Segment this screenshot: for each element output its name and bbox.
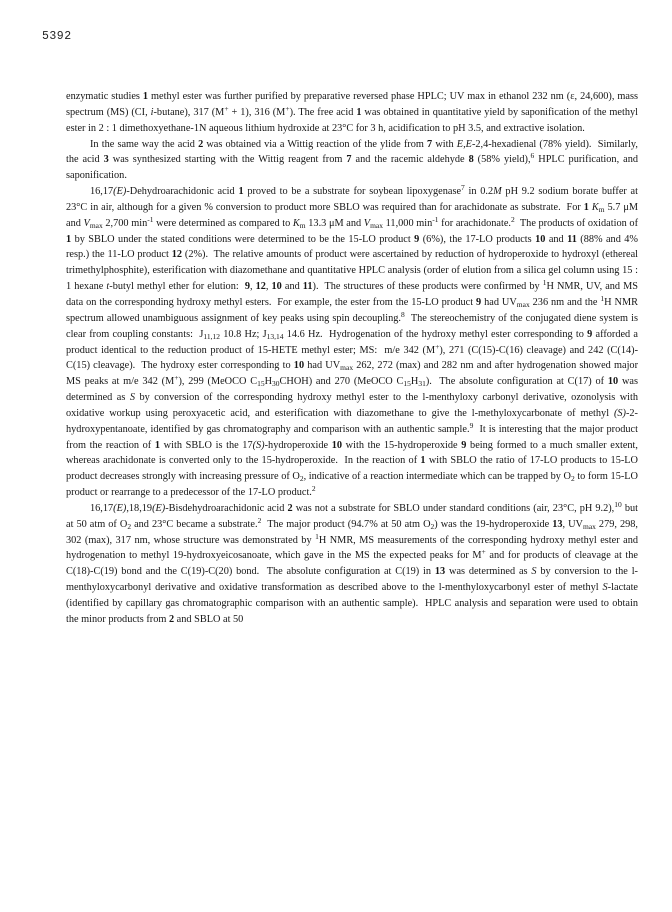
compound-ref: 1 xyxy=(238,186,244,198)
text-run: and 23°C became a substrate. xyxy=(131,518,258,530)
compound-ref: 9 xyxy=(476,296,482,308)
text-run: (88% and 4% resp.) the 11-LO product xyxy=(66,233,641,261)
text-run: and the racemic aldehyde xyxy=(351,154,469,166)
compound-ref: 3 xyxy=(103,154,109,166)
text-run: was determined as xyxy=(66,376,641,404)
superscript: 1 xyxy=(315,531,319,541)
superscript: + xyxy=(435,341,440,351)
compound-ref: 1 xyxy=(583,201,589,213)
text-run: 13.3 μM and xyxy=(305,217,364,229)
text-run: (6%), the 17-LO products xyxy=(419,233,536,245)
text-run: 2,700 min xyxy=(102,217,148,229)
subscript: 30 xyxy=(272,379,280,389)
text-run: 5.7 μM and xyxy=(66,201,641,229)
text-run: It is interesting that the major product from the reaction of xyxy=(66,423,641,451)
compound-ref: 8 xyxy=(468,154,474,166)
compound-ref: 1 xyxy=(356,106,362,118)
compound-ref: 11 xyxy=(567,233,577,245)
subscript: 2 xyxy=(570,474,575,484)
subscript: max xyxy=(370,220,384,230)
compound-ref: 9 xyxy=(461,439,467,451)
text-run: by SBLO under the stated conditions were determined to be the 15-LO product xyxy=(71,233,415,245)
text-run: and xyxy=(281,281,303,293)
superscript: + xyxy=(174,373,179,383)
italic-run: (S) xyxy=(613,407,626,419)
text-run: ). The structures of these products were confirmed by xyxy=(312,281,543,293)
superscript: -1 xyxy=(147,214,154,224)
subscript: max xyxy=(582,521,596,531)
italic-run: V xyxy=(363,217,371,229)
text-run: by conversion of the corresponding hydroxy methyl ester to the l-menthyloxy carbonyl derivative, ozonolysis with oxidative workup using peroxyacetic acid, and esterification with diazomethane to give the l-methyloxycarbonate of methyl xyxy=(66,392,641,419)
reference-mark: 8 xyxy=(401,309,405,319)
text-run: with SBLO the ratio of 17-LO products to 15-LO product decreases strongly with increasing pressure of O xyxy=(66,455,641,483)
text-run: had UV xyxy=(304,360,341,372)
text-run: ), 299 (MeOCO C xyxy=(178,376,258,388)
subscript: 15 xyxy=(403,379,411,389)
text-run: H xyxy=(264,376,273,388)
text-run: in 0.2 xyxy=(464,186,494,198)
subscript: m xyxy=(598,204,605,214)
text-run: , xyxy=(249,281,256,293)
text-run: -2-hydroxypentanoate, identified by gas chromatography and comparison with an authentic sample. xyxy=(66,407,638,435)
superscript: 1 xyxy=(542,278,547,288)
superscript: + xyxy=(224,103,229,113)
text-run: for arachidonate. xyxy=(438,217,512,229)
paragraph-1 xyxy=(66,89,641,137)
italic-run: E,E xyxy=(456,138,472,150)
italic-run: K xyxy=(591,201,599,213)
reference-mark: 10 xyxy=(614,499,622,509)
text-run: ). The free acid xyxy=(289,106,357,118)
subscript: 15 xyxy=(257,379,265,389)
italic-run: t xyxy=(106,281,110,293)
text-run: 10.8 Hz; J xyxy=(220,328,267,340)
italic-run: (E) xyxy=(113,186,127,198)
compound-ref: 10 xyxy=(535,233,546,245)
text-run: (58% yield), xyxy=(473,154,531,166)
text-run: -Dehydroarachidonic acid xyxy=(126,186,239,198)
subscript: 2 xyxy=(430,521,435,531)
text-run: had UV xyxy=(481,296,517,308)
italic-run: i xyxy=(150,106,154,118)
italic-run: (S) xyxy=(252,439,265,451)
reference-mark: 9 xyxy=(469,420,474,430)
text-run: HPLC purification, and saponification. xyxy=(66,154,641,182)
text-run: 14.6 Hz. Hydrogenation of the hydroxy methyl ester corresponding to xyxy=(283,328,588,340)
text-run: H NMR, MS measurements of the corresponding hydroxy methyl ester and hydrogenation to methyl 19-hydroxyeicosanoate, which gave in the MS the expected peaks for M xyxy=(66,534,641,562)
text-run: 16,17 xyxy=(90,502,114,514)
text-run: and xyxy=(545,233,568,245)
compound-ref: 1 xyxy=(420,455,426,467)
reference-mark: 6 xyxy=(530,151,535,161)
subscript: max xyxy=(89,220,103,230)
italic-run: S xyxy=(602,582,608,594)
text-run: and for products of cleavage at the C(18)-C(19) bond and the C(19)-C(20) bond. The absolute configuration at C(19) in xyxy=(66,550,641,578)
text-run: CHOH) and 270 (MeOCO C xyxy=(279,376,404,388)
text-run: The products of oxidation of xyxy=(514,217,641,229)
text-run: ) was the 19-hydroperoxide xyxy=(434,518,553,530)
subscript: 11,12 xyxy=(203,331,221,341)
subscript: 2 xyxy=(127,521,132,531)
reference-mark: 2 xyxy=(511,214,515,224)
superscript: + xyxy=(481,547,486,557)
text-run: H NMR spectrum allowed unambiguous assignment of key peaks using spin decoupling. xyxy=(66,296,641,324)
text-run: ), 271 (C(15)-C(16) cleavage) and 242 (C(14)-C(15) cleavage). The hydroxy ester corresponding to xyxy=(66,344,638,372)
reference-mark: 2 xyxy=(311,484,316,494)
text-run: ). The absolute configuration at C(17) of xyxy=(425,376,608,388)
text-run: H NMR, UV, and MS data on the corresponding hydroxy methyl esters. For example, the ester from the 15-LO product xyxy=(66,281,641,308)
text-run: and SBLO at 50 xyxy=(174,613,244,625)
text-run: was determined as xyxy=(445,566,532,578)
text-run: with xyxy=(432,138,457,150)
text-run: were determined as compared to xyxy=(153,217,293,229)
text-run: was obtained in quantitative yield by saponification of the methyl ester in 2 : 1 dimethoxyethane-1N aqueous lithium hydroxide at 23°C for 3 h, acidification to pH 3.5, and extractive isolation. xyxy=(66,106,641,134)
text-run: proved to be a substrate for soybean lipoxygenase xyxy=(243,186,462,198)
italic-run: V xyxy=(83,217,90,229)
text-run: -butyl methyl ether for elution: xyxy=(109,281,245,293)
reference-mark: 2 xyxy=(257,515,262,525)
text-run: was obtained via a Wittig reaction of the ylide from xyxy=(203,138,428,150)
text-run: 262, 272 (max) and 282 nm and after hydrogenation showed major MS peaks at m/e 342 (M xyxy=(66,360,641,388)
text-run: -butane), 317 (M xyxy=(153,106,225,118)
compound-ref: 2 xyxy=(287,502,293,514)
compound-ref: 12 xyxy=(171,249,183,261)
text-run: was synthesized starting with the Wittig reagent from xyxy=(108,154,347,166)
text-run: (2%). The relative amounts of product were ascertained by reduction of hydroperoxide to hydroxyl (ethereal trimethylphosphite), esterification with diazomethane and quantitative HPLC analysis (order of elution from a silica gel column using 15 : 1 hexane xyxy=(66,249,641,293)
compound-ref: 11 xyxy=(302,281,313,293)
compound-ref: 13 xyxy=(552,518,563,530)
superscript: + xyxy=(285,103,290,113)
text-run: by conversion to the l-menthyloxycarbonyl derivative and oxidative transformation as described above to the l-menthyloxycarbonyl ester of methyl xyxy=(66,566,638,594)
text-run: 16,17 xyxy=(90,186,114,198)
text-run: 236 nm and the xyxy=(529,296,601,308)
text-run: -lactate (identified by capillary gas chromatographic comparison with an authentic sample). HPLC analysis and separation were used to obtain the minor products from xyxy=(66,582,641,625)
compound-ref: 7 xyxy=(346,154,352,166)
text-run: -Bisdehydroarachidonic acid xyxy=(165,502,288,514)
italic-run: K xyxy=(292,217,300,229)
text-run: but at 50 atm of O xyxy=(66,502,641,530)
text-run: , indicative of a reaction intermediate which can be trapped by O xyxy=(303,471,571,483)
compound-ref: 9 xyxy=(587,328,593,340)
text-run: to form 15-LO product or rearrange to a predecessor of the 17-LO product. xyxy=(66,471,641,499)
text-run: ,18,19 xyxy=(126,502,153,514)
italic-run: M xyxy=(493,186,502,198)
reference-mark: 7 xyxy=(461,183,465,193)
text-run: pH 9.2 sodium borate buffer at 23°C in air, although for a given % conversion to product more SBLO was required than for arachidonate as substrate. For xyxy=(66,186,641,213)
text-run: 279, 298, 302 (max), 317 nm, whose structure was demonstrated by xyxy=(66,518,641,546)
compound-ref: 10 xyxy=(331,439,343,451)
compound-ref: 9 xyxy=(244,281,250,293)
text-run: + 1), 316 (M xyxy=(228,106,286,118)
compound-ref: 2 xyxy=(198,138,204,150)
text-run: In the same way the acid xyxy=(90,138,199,150)
compound-ref: 12 xyxy=(255,281,266,293)
subscript: 31 xyxy=(418,379,426,389)
subscript: m xyxy=(299,220,306,230)
compound-ref: 10 xyxy=(293,360,305,372)
compound-ref: 13 xyxy=(434,566,446,578)
compound-ref: 1 xyxy=(142,91,149,102)
italic-run: S xyxy=(531,566,537,578)
text-run: H xyxy=(410,376,419,388)
text-run: was not a substrate for SBLO under standard conditions (air, 23°C, pH 9.2), xyxy=(292,502,615,514)
paragraph-4 xyxy=(66,499,641,628)
text-run: methyl ester was further purified by preparative reversed phase HPLC; UV max in ethanol 232 nm (ε, 24,600), mass spectrum (MS) (CI, xyxy=(66,91,641,118)
compound-ref: 9 xyxy=(414,233,420,245)
text-run: with the 15-hydroperoxide xyxy=(342,439,462,451)
italic-run: (E) xyxy=(113,502,127,514)
text-run: enzymatic studies xyxy=(66,91,143,102)
subscript: max xyxy=(340,363,354,373)
paragraph-2 xyxy=(66,137,641,185)
subscript: 13,14 xyxy=(266,331,284,341)
compound-ref: 1 xyxy=(154,439,161,451)
article-body xyxy=(66,89,641,628)
italic-run: S xyxy=(129,392,135,404)
italic-run: (E) xyxy=(152,502,166,514)
subscript: 2 xyxy=(299,474,304,484)
compound-ref: 1 xyxy=(66,233,72,245)
subscript: max xyxy=(516,299,530,309)
page-number: 5392 xyxy=(42,30,72,43)
text-run: , xyxy=(265,281,272,293)
superscript: 1 xyxy=(600,293,605,303)
compound-ref: 10 xyxy=(271,281,282,293)
text-run: The major product (94.7% at 50 atm O xyxy=(261,518,431,530)
text-run: 11,000 min xyxy=(383,217,433,229)
compound-ref: 10 xyxy=(607,376,619,388)
text-run: The stereochemistry of the conjugated diene system is clear from coupling constants: J xyxy=(66,312,641,340)
compound-ref: 2 xyxy=(168,613,175,625)
text-run: -2,4-hexadienal (78% yield). Similarly, the acid xyxy=(66,138,641,166)
text-run: being formed to a much smaller extent, whereas arachidonate is converted only to the 15-hydroperoxide. In the reaction of xyxy=(66,439,641,467)
superscript: -1 xyxy=(432,214,439,224)
compound-ref: 7 xyxy=(427,138,433,150)
paragraph-3 xyxy=(66,183,641,501)
text-run: afforded a product identical to the reduction product of 15-HETE methyl ester; MS: m/e 342 (M xyxy=(66,328,641,356)
text-run: with SBLO is the 17 xyxy=(160,439,253,451)
text-run: -hydroperoxide xyxy=(264,439,332,451)
text-run: , UV xyxy=(562,518,583,530)
